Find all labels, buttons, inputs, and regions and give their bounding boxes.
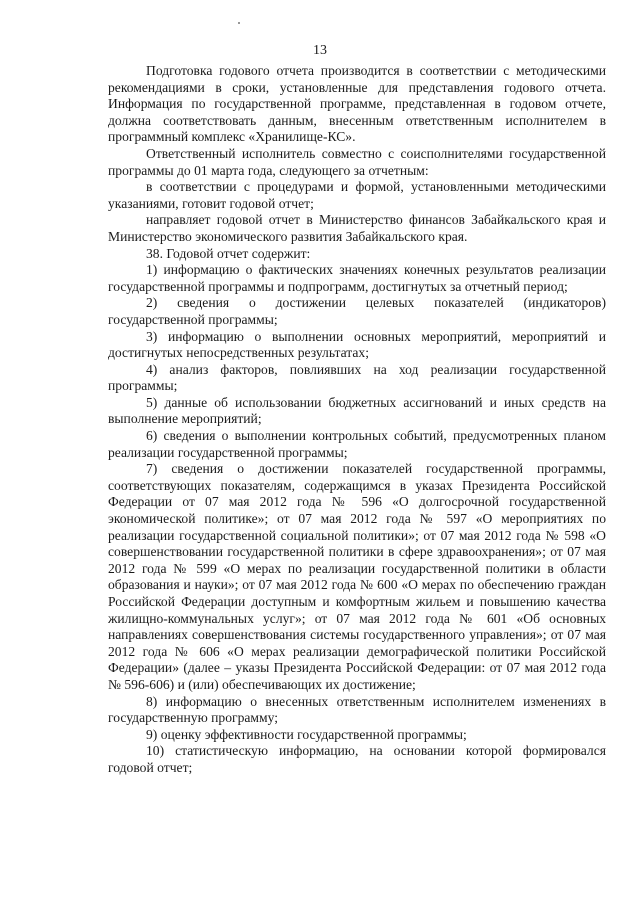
list-item-1: 1) информацию о фактических значениях конечных результатов реализации государственной программы и подпрограмм, достигнутых за отчетный период; [108,262,606,294]
list-item-9: 9) оценку эффективности государственной программы; [146,726,467,742]
list-item-2: 2) сведения о достижении целевых показателей (индикаторов) государственной программы; [108,295,606,327]
page-number: 13 [313,43,327,58]
list-item-3: 3) информацию о выполнении основных мероприятий, мероприятий и достигнутых непосредственных результатах; [108,328,606,361]
paragraph-report-contents-heading: 38. Годовой отчет содержит: [146,245,311,261]
list-item-8: 8) информацию о внесенных ответственным исполнителем изменениях в государственную программу; [108,693,606,726]
list-item-6: 6) сведения о выполнении контрольных событий, предусмотренных планом реализации государственной программы; [108,428,606,460]
paragraph-responsible-executor: Ответственный исполнитель совместно с соисполнителями государственной программы до 01 марта года, следующего за отчетным: [108,145,606,178]
paragraph-prepares-report: в соответствии с процедурами и формой, установленными методическими указаниями, готовит годовой отчет; [108,179,606,211]
list-item-4: 4) анализ факторов, повлиявших на ход реализации государственной программы; [108,361,606,394]
list-item-5: 5) данные об использовании бюджетных ассигнований и иных средств на выполнение мероприятий; [108,394,606,427]
paragraph-report-preparation: Подготовка годового отчета производится в соответствии с методическими рекомендациями в сроки, установленные для представления годового отчета. Информация по государственной программе, представленная в годовом отчете, должна соответствовать данным, внесенным ответственным исполнителем в программный комплекс «Хранилище-КС». [108,63,606,145]
document-body [108,63,606,777]
paragraph-sends-report: направляет годовой отчет в Министерство финансов Забайкальского края и Министерство экономического развития Забайкальского края. [108,212,606,244]
list-item-10: 10) статистическую информацию, на основании которой формировался годовой отчет; [108,743,606,775]
scan-speck [238,22,240,24]
list-item-7: 7) сведения о достижении показателей государственной программы, соответствующих показателям, содержащимся в указах Президента Российской Федерации от 07 мая 2012 года № 596 «О долгосрочной государственной экономической политике»; от 07 мая 2012 года № 597 «О мероприятиях по реализации государственной социальной политики»; от 07 мая 2012 года № 598 «О совершенствовании государственной политики в сфере здравоохранения»; от 07 мая 2012 года № 599 «О мерах по реализации государственной политики в области образования и науки»; от 07 мая 2012 года № 600 «О мерах по обеспечению граждан Российской Федерации доступным и комфортным жильем и повышению качества жилищно-коммунальных услуг»; от 07 мая 2012 года № 601 «Об основных направлениях совершенствования системы государственного управления»; от 07 мая 2012 года № 606 «О мерах реализации демографической политики Российской Федерации» (далее – указы Президента Российской Федерации: от 07 мая 2012 года № 596-606) и (или) обеспечивающих их достижение; [108,461,606,692]
